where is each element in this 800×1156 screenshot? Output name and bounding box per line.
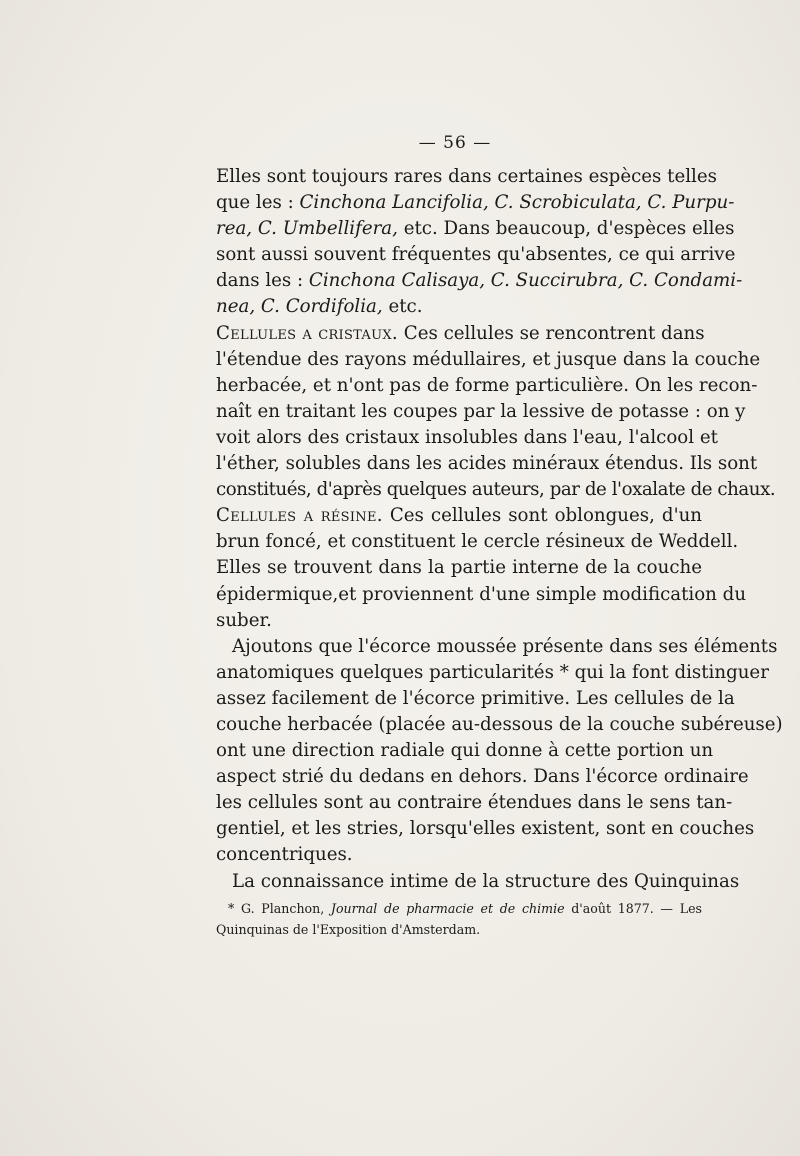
- text-run: brun foncé, et constituent le cercle résineux de Weddell.: [216, 531, 739, 553]
- footnote-line: [216, 919, 702, 940]
- text-line: [216, 582, 747, 608]
- text-run: l'étendue des rayons médullaires, et jusque dans la couche: [216, 348, 761, 370]
- text-line: [216, 764, 749, 790]
- species-names: Cinchona Calisaya, C. Succirubra, C. Condami-: [308, 270, 743, 292]
- text-line: [216, 555, 702, 581]
- text-line: [216, 294, 702, 320]
- text-line: [216, 164, 717, 190]
- text-line: [216, 242, 736, 268]
- text-line: [216, 373, 758, 399]
- text-run: etc.: [382, 296, 423, 318]
- text-run: concentriques.: [216, 844, 353, 866]
- text-line: [216, 503, 702, 529]
- text-run: Quinquinas de l'Exposition d'Amsterdam.: [216, 922, 481, 937]
- text-run: l'éther, solubles dans les acides minéraux étendus. Ils sont: [216, 453, 758, 475]
- text-run: assez facilement de l'écorce primitive. Les cellules de la: [216, 687, 735, 709]
- text-run: constitués, d'après quelques auteurs, par de l'oxalate de chaux.: [216, 479, 776, 501]
- text-line: [216, 686, 735, 712]
- text-run: Ces cellules se rencontrent dans: [398, 322, 705, 344]
- text-run: que les :: [216, 192, 300, 214]
- text-line: [216, 321, 705, 347]
- text-run: suber.: [216, 609, 272, 631]
- text-run: Elles se trouvent dans la partie interne de la couche: [216, 557, 702, 579]
- text-run: herbacée, et n'ont pas de forme particulière. On les recon-: [216, 374, 758, 396]
- text-line: [216, 608, 702, 634]
- text-line: [216, 529, 739, 555]
- text-run: etc. Dans beaucoup, d'espèces elles: [397, 218, 735, 240]
- text-line: [216, 190, 735, 216]
- text-run: ont une direction radiale qui donne à cette portion un: [216, 740, 714, 762]
- page-number: — 56 —: [418, 133, 492, 153]
- body-text: [216, 164, 783, 895]
- text-run: couche herbacée (placée au-dessous de la couche subéreuse): [216, 713, 783, 735]
- text-run: Ajoutons que l'écorce moussée présente dans ses éléments: [232, 635, 778, 657]
- text-run: les cellules sont au contraire étendues dans le sens tan-: [216, 792, 733, 814]
- text-line: [216, 660, 769, 686]
- text-line: [216, 712, 783, 738]
- text-line: [216, 451, 758, 477]
- text-line: [216, 399, 746, 425]
- text-run: d'août 1877. — Les: [564, 901, 702, 916]
- text-run: gentiel, et les stries, lorsqu'elles existent, sont en couches: [216, 818, 755, 840]
- text-run: La connaissance intime de la structure des Quinquinas: [232, 870, 740, 892]
- text-line: [216, 634, 778, 660]
- species-names: nea, C. Cordifolia,: [216, 296, 383, 318]
- text-line: [216, 268, 743, 294]
- section-heading: Cellules a résine.: [216, 505, 383, 527]
- text-run: dans les :: [216, 270, 309, 292]
- text-line: [216, 816, 755, 842]
- text-line: [216, 790, 733, 816]
- text-line: [216, 216, 735, 242]
- footnote-line: [216, 898, 702, 919]
- text-run: sont aussi souvent fréquentes qu'absentes, ce qui arrive: [216, 244, 736, 266]
- text-run: Ces cellules sont oblongues, d'un: [382, 505, 702, 527]
- text-line: [216, 842, 702, 868]
- journal-title: Journal de pharmacie et de chimie: [330, 901, 565, 916]
- footnote-author: * G. Planchon,: [228, 901, 331, 916]
- text-line: [216, 869, 740, 895]
- footnote: [216, 898, 702, 940]
- species-names: rea, C. Umbellifera,: [216, 218, 398, 240]
- text-run: naît en traitant les coupes par la lessive de potasse : on y: [216, 400, 746, 422]
- species-names: Cinchona Lancifolia, C. Scrobiculata, C. Purpu-: [299, 192, 735, 214]
- section-heading: Cellules a cristaux.: [216, 322, 399, 344]
- text-run: voit alors des cristaux insolubles dans l'eau, l'alcool et: [216, 426, 718, 448]
- text-line: [216, 738, 714, 764]
- text-run: anatomiques quelques particularités * qui la font distinguer: [216, 661, 769, 683]
- text-run: Elles sont toujours rares dans certaines espèces telles: [216, 166, 717, 187]
- text-line: [216, 425, 718, 451]
- text-run: épidermique,et proviennent d'une simple modification du: [216, 583, 747, 605]
- text-run: aspect strié du dedans en dehors. Dans l'écorce ordinaire: [216, 766, 749, 788]
- text-line: [216, 347, 761, 373]
- text-line: [216, 477, 776, 503]
